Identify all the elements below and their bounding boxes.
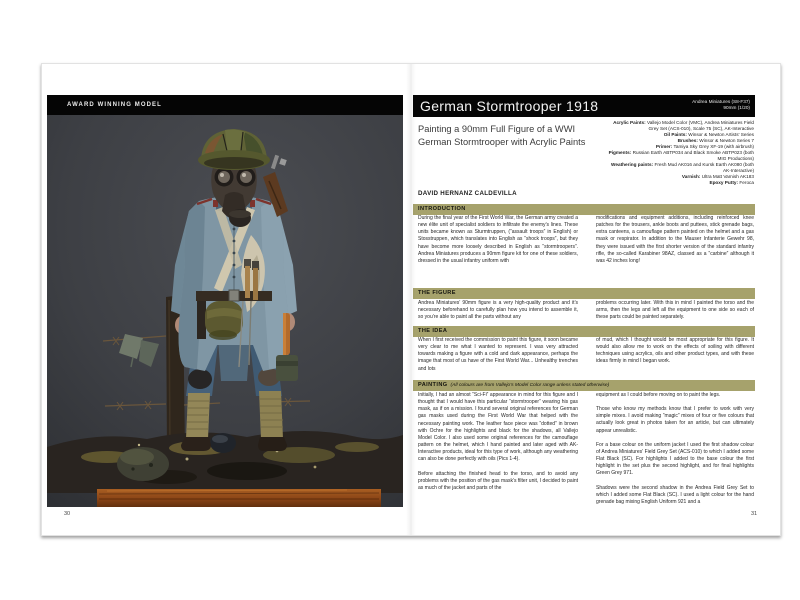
paragraph: When I first received the commission to paint this figure, it soon became very clear to me what I wanted to represent. I was very attracted towards making a figure with a cold and dark appearance, perhaps the image that most of us have of the First World War... Unhealthy trenches and lots [418, 337, 578, 372]
article-title-bar [413, 95, 755, 117]
article-title: German Stormtrooper 1918 [420, 98, 599, 114]
the-idea-column-1 [418, 337, 578, 380]
paragraph: Andrea Miniatures’ 90mm figure is a very high-quality product and it’s necessary beforehand to carefully plan how you intend to assemble it, so you’re able to paint all the parts without any [418, 300, 578, 321]
kit-reference-manufacturer: Andrea Miniatures (S8-F37) [692, 99, 750, 104]
paragraph: Before attaching the finished head to the torso, and to avoid any problems with the position of the gas mask’s filter unit, I decided to paint as much of the jacket and parts of the [418, 470, 578, 491]
paragraph: During the final year of the First World War, the German army created a new élite unit of specialist soldiers to infiltrate the enemy’s lines. These units became known as Sturmtruppen, (“assault troops” in English) or Stosstruppen, which translates into English as “shock troops”, but they have become more loosely described in English as “stormtroopers”. Andrea Miniatures produces a 90mm figure kit for one of these soldiers, dressed in the usual infantry uniform with [418, 215, 578, 264]
muddy-groundwork [47, 431, 403, 493]
material-label: Weathering paints: [611, 162, 654, 167]
material-label: Acrylic Paints: [613, 120, 646, 125]
section-heading-label: THE FIGURE [418, 290, 456, 296]
paragraph: of mud, which I thought would be most appropriate for this figure. It would also allow me to work on the effects of soiling with different techniques using acrylics, oils and other product types, and with these ideas firmly in mind I began work. [596, 337, 754, 365]
painting-column-1 [418, 392, 578, 499]
material-label: Epoxy Putty: [709, 180, 739, 185]
page-fold [406, 64, 416, 535]
the-figure-column-1 [418, 300, 578, 328]
left-page [42, 64, 411, 535]
section-heading-label: PAINTING [418, 382, 448, 388]
the-figure-column-2 [596, 300, 754, 328]
section-heading-the-idea [413, 326, 755, 337]
material-value: Winsor & Newton Artists’ Series [688, 132, 754, 137]
material-entry [604, 162, 754, 174]
author-byline: DAVID HERNANZ CALDEVILLA [418, 190, 517, 197]
paragraph: equipment as I could before moving on to paint the legs. [596, 392, 721, 398]
award-banner [47, 95, 403, 115]
material-value: Russian Earth ABTP034 and Black Smoke ABTP023 (both MIG Productions) [632, 150, 754, 161]
kit-reference-scale: 90mm (1/20) [723, 105, 750, 110]
section-heading-note: (All colours are from Vallejo’s Model Color range unless stated otherwise) [450, 383, 610, 388]
painting-column-2 [596, 392, 754, 513]
article-subtitle: Painting a 90mm Full Figure of a WWI German Stormtrooper with Acrylic Paints [418, 124, 586, 147]
section-heading-label: INTRODUCTION [418, 206, 466, 212]
page-number-left: 30 [64, 511, 71, 517]
material-label: Varnish: [681, 174, 701, 179]
material-label: Primer: [655, 144, 673, 149]
material-label: Pigments: [608, 150, 632, 155]
introduction-column-2 [596, 215, 754, 272]
stormtrooper-figure-photo [47, 115, 403, 507]
materials-list [604, 120, 754, 186]
section-heading-the-figure [413, 288, 755, 299]
right-page [411, 64, 780, 535]
award-banner-label: AWARD WINNING MODEL [67, 102, 162, 108]
material-label: Brushes: [677, 138, 698, 143]
paragraph: For a base colour on the uniform jacket I used the first shadow colour of Andrea Miniatures’ Field Grey Set (ACS-010) to which I added some Flat Black (SC). For highlights I added to the base colour the first highlight in the set plus the second highlight, and for final highlights Green Grey 971. [596, 441, 754, 477]
paragraph: Initially, I had an almost “Sci-Fi” appearance in mind for this figure and I thought that I would have this particular “stormtrooper” wearing his gas mask, as if on a mission. I found several original references for German gas masks used during the First World War that helped with the necessary painting work. The leather face piece was “dotted” in brown with Ochre for the highlights and black for the shadows, all Vallejo Model Color. I also used some original references for the camouflage pattern on the helmet, which I hand painted and later aged with AK-Interactive products, ideal for this type of work, although any weathering can also be done perfectly with oils (Pics 1-4). [418, 392, 578, 463]
section-heading-label: THE IDEA [418, 328, 448, 334]
page-number-right: 31 [751, 511, 758, 517]
stormtrooper-figure-illustration [47, 115, 403, 507]
material-value: Vallejo Model Color (VMC), Andrea Miniatures Field Grey Set (ACS-010), Scale 75 (SC), AK-Interactive [647, 120, 754, 131]
paragraph: modifications and equipment additions, including reinforced knee patches for the trousers, ankle boots and puttees, stick grenade bags, extra canteens, a camouflage pattern painted on the helmet and a gas mask or respirator. In addition to the Mauser Infanterie Gewehr 98, they were issued with the first shorter version of the standard infantry rifle, the so-called Karabiner 98AZ, classed as a “carbine” although it was 42 inches long! [596, 215, 754, 264]
material-entry [604, 150, 754, 162]
the-idea-column-2 [596, 337, 754, 373]
material-value: Fresh Mud AK016 and Kursk Earth AK080 (both AK-Interactive) [654, 162, 754, 173]
material-entry [604, 180, 754, 186]
material-value: Tamiya Sky Grey XF-19 (with airbrush) [673, 144, 754, 149]
material-value: Feroca [739, 180, 754, 185]
material-value: Winsor & Newton Series 7 [699, 138, 754, 143]
kit-reference [692, 99, 750, 111]
material-label: Oil Paints: [663, 132, 687, 137]
material-entry [604, 120, 754, 132]
paragraph: Shadows were the second shadow in the Andrea Field Grey Set to which I added some Flat Black (SC). I used a light colour for the hand grenade bag mixing English Uniform 921 and a [596, 484, 754, 505]
paragraph: Those who know my methods know that I prefer to work with very simple mixes. I avoid making “magic” mixes of four or five colours that actually look great in photos taken for an article, but can ultimately appear unrealistic. [596, 406, 754, 434]
introduction-column-1 [418, 215, 578, 272]
book-spread [41, 63, 781, 536]
section-heading-introduction [413, 204, 755, 215]
wooden-plinth [97, 489, 381, 507]
material-value: Ultra Matt Varnish AK183 [701, 174, 754, 179]
paragraph: problems occurring later. With this in mind I painted the torso and the arms, then the legs and left all the equipment to one side so each of these parts could be painted separately. [596, 300, 754, 321]
section-heading-painting [413, 380, 755, 391]
